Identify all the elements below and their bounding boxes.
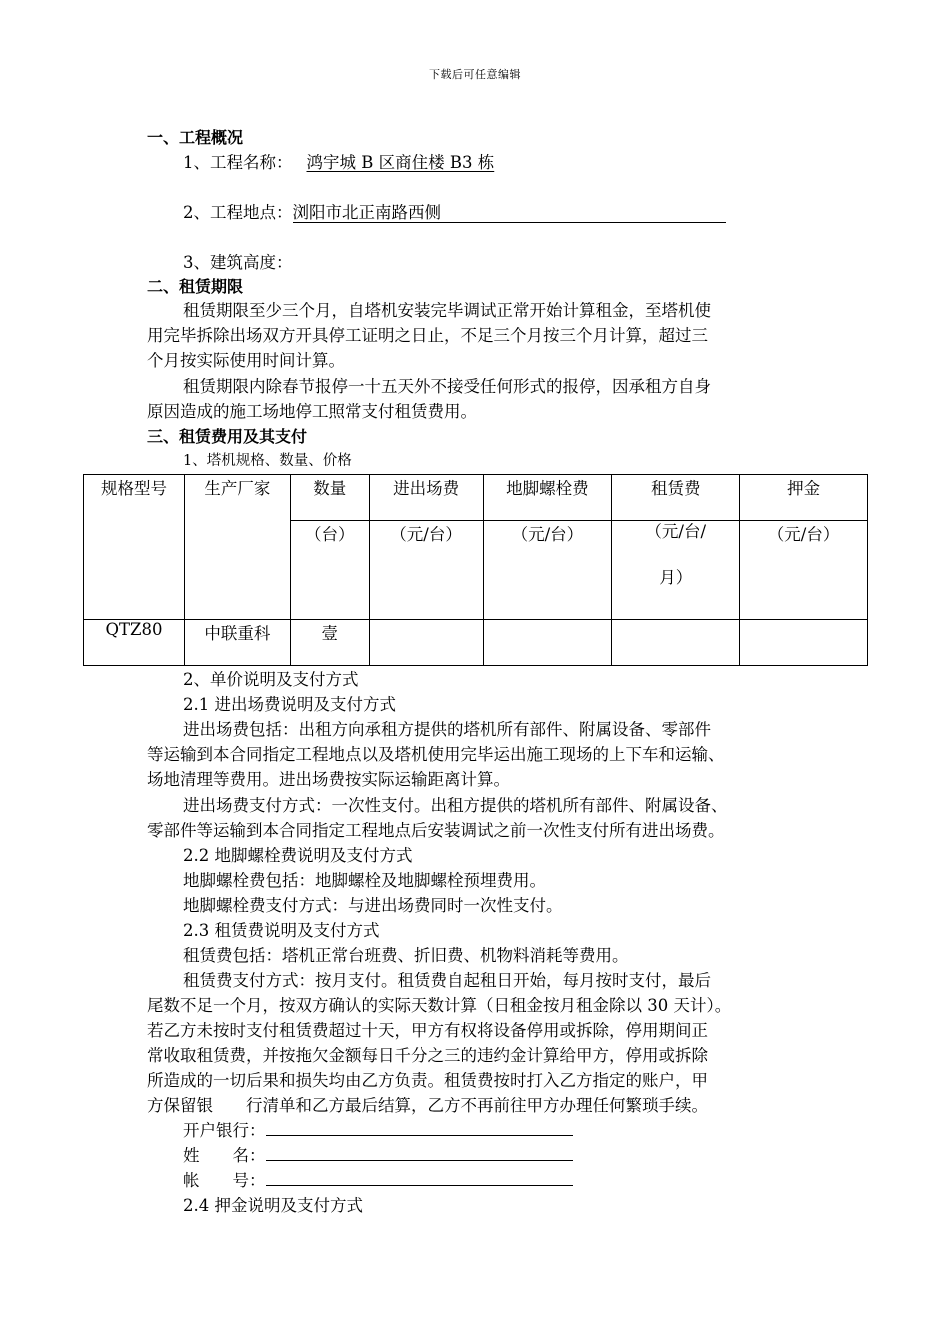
project-name-value: 鸿宇城 B 区商住楼 B3 栋 (306, 153, 495, 172)
section-2-title: 二、租赁期限 (147, 277, 244, 296)
bank-blank (266, 1121, 573, 1136)
cell-quantity: 壹 (290, 620, 369, 666)
transport-payment-text: 进出场费支付方式：一次性支付。出租方提供的塔机所有部件、附属设备、 (183, 796, 728, 815)
account-name-line (183, 1145, 573, 1167)
unit-rental-fee-line-1: （元/台/ (645, 522, 707, 541)
rental-payment-text: 若乙方未按时支付租赁费超过十天，甲方有权将设备停用或拆除，停用期间正 (147, 1021, 708, 1040)
tower-crane-spec-table (83, 474, 868, 666)
project-name-label: 1、工程名称： (183, 153, 293, 172)
project-address-value: 浏阳市北正南路西侧 (293, 204, 726, 223)
section-2-3-title: 2.3 租赁费说明及支付方式 (183, 921, 380, 940)
unit-rental-fee-line-2: 月） (659, 568, 693, 587)
building-height-label: 3、建筑高度： (183, 253, 293, 272)
rental-payment-text: 尾数不足一个月，按双方确认的实际天数计算（日租金按月租金除以 30 天计）。 (147, 996, 732, 1015)
transport-fee-text: 场地清理等费用。进出场费按实际运输距离计算。 (147, 770, 510, 789)
account-number-line (183, 1170, 573, 1192)
transport-fee-text: 进出场费包括：出租方向承租方提供的塔机所有部件、附属设备、零部件 (183, 720, 711, 739)
bank-line (183, 1120, 573, 1142)
lease-term-text: 用完毕拆除出场双方开具停工证明之日止，不足三个月按三个月计算，超过三 (147, 326, 708, 345)
transport-payment-text: 零部件等运输到本合同指定工程地点后安装调试之前一次性支付所有进出场费。 (147, 821, 725, 840)
account-name-label: 姓 名： (183, 1146, 266, 1165)
col-header-manufacturer: 生产厂家 (184, 475, 290, 620)
transport-fee-text: 等运输到本合同指定工程地点以及塔机使用完毕运出施工现场的上下车和运输、 (147, 745, 725, 764)
bank-label: 开户银行： (183, 1121, 266, 1140)
col-header-transport-fee: 进出场费 (369, 475, 483, 521)
project-address-label: 2、工程地点： (183, 203, 293, 222)
cell-transport-fee (369, 620, 483, 666)
page-header: 下载后可任意编辑 (429, 68, 521, 81)
col-header-anchor-bolt-fee: 地脚螺栓费 (483, 475, 612, 521)
rental-payment-text: 所造成的一切后果和损失均由乙方负责。租赁费按时打入乙方指定的账户，甲 (147, 1071, 708, 1090)
unit-rental-fee (612, 521, 740, 620)
rental-payment-text: 常收取租赁费，并按拖欠金额每日千分之三的违约金计算给甲方，停用或拆除 (147, 1046, 708, 1065)
cell-deposit (740, 620, 868, 666)
anchor-bolt-fee-text: 地脚螺栓费包括：地脚螺栓及地脚螺栓预埋费用。 (183, 871, 546, 890)
project-name-line (183, 152, 494, 174)
unit-anchor-bolt-fee: （元/台） (483, 521, 612, 620)
account-number-blank (266, 1171, 573, 1186)
section-2-4-title: 2.4 押金说明及支付方式 (183, 1196, 363, 1215)
rental-fee-text: 租赁费包括：塔机正常台班费、折旧费、机物料消耗等费用。 (183, 946, 629, 965)
project-address-line (183, 202, 726, 224)
cell-rental-fee (612, 620, 740, 666)
lease-term-text: 租赁期限至少三个月，自塔机安装完毕调试正常开始计算租金，至塔机使 (183, 301, 711, 320)
section-2-1-title: 2.1 进出场费说明及支付方式 (183, 695, 396, 714)
lease-term-text: 个月按实际使用时间计算。 (147, 351, 345, 370)
unit-deposit: （元/台） (740, 521, 868, 620)
col-header-quantity: 数量 (290, 475, 369, 521)
table-row (84, 620, 868, 666)
cell-model: QTZ80 (84, 620, 185, 666)
account-number-label: 帐 号： (183, 1171, 266, 1190)
rental-payment-text: 租赁费支付方式：按月支付。租赁费自起租日开始，每月按时支付，最后 (183, 971, 711, 990)
unit-transport-fee: （元/台） (369, 521, 483, 620)
col-header-rental-fee: 租赁费 (612, 475, 740, 521)
section-2-2-title: 2.2 地脚螺栓费说明及支付方式 (183, 846, 413, 865)
anchor-bolt-payment-text: 地脚螺栓费支付方式：与进出场费同时一次性支付。 (183, 896, 563, 915)
unit-quantity: （台） (290, 521, 369, 620)
section-3-title: 三、租赁费用及其支付 (147, 427, 308, 446)
lease-term-text: 原因造成的施工场地停工照常支付租赁费用。 (147, 402, 477, 421)
cell-manufacturer: 中联重科 (184, 620, 290, 666)
cell-anchor-bolt-fee (483, 620, 612, 666)
rental-payment-text: 方保留银 行清单和乙方最后结算，乙方不再前往甲方办理任何繁琐手续。 (147, 1096, 708, 1115)
account-name-blank (266, 1146, 573, 1161)
col-header-model: 规格型号 (84, 475, 185, 620)
col-header-deposit: 押金 (740, 475, 868, 521)
section-1-title: 一、工程概况 (147, 128, 244, 147)
lease-term-text: 租赁期限内除春节报停一十五天外不接受任何形式的报停，因承租方自身 (183, 377, 711, 396)
spec-subheading: 1、塔机规格、数量、价格 (183, 453, 352, 469)
pricing-subheading: 2、单价说明及支付方式 (183, 670, 359, 689)
